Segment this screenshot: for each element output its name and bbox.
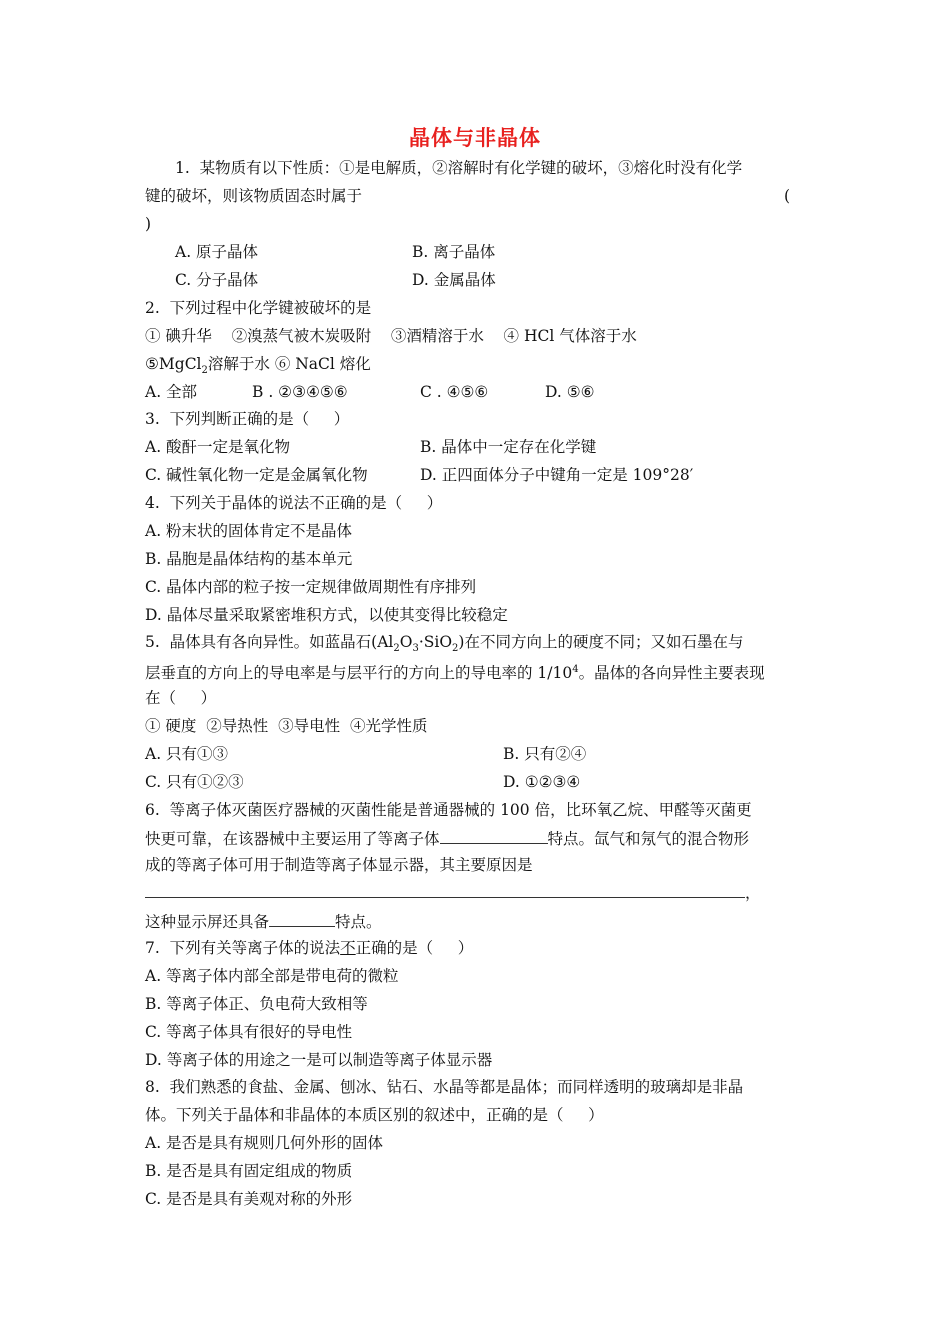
q4-option-d: D. 晶体尽量采取紧密堆积方式，以使其变得比较稳定 — [145, 606, 508, 624]
q5-stem-line3: 在（ ） — [145, 689, 217, 707]
q6-blank-2[interactable] — [145, 882, 745, 898]
q2-option-c: C . ④⑤⑥ — [420, 383, 489, 401]
q1-option-d: D. 金属晶体 — [412, 271, 496, 289]
q5-option-a: A. 只有①③ — [145, 745, 229, 763]
q8-stem-line1: 8. 我们熟悉的食盐、金属、刨冰、钻石、水晶等都是晶体；而同样透明的玻璃却是非晶 — [145, 1078, 744, 1096]
q5-option-b: B. 只有②④ — [503, 745, 587, 763]
q6-stem-line3: 成的等离子体可用于制造等离子体显示器，其主要原因是 — [145, 856, 533, 874]
q6-blank-1[interactable] — [440, 828, 548, 844]
q3-option-c: C. 碱性氧化物一定是金属氧化物 — [145, 466, 368, 484]
q6-stem-line1: 6. 等离子体灭菌医疗器械的灭菌性能是普通器械的 100 倍，比环氧乙烷、甲醛等灭菌更 — [145, 801, 752, 819]
q5-items: ① 硬度 ②导热性 ③导电性 ④光学性质 — [145, 717, 428, 735]
q6-stem-line2: 快更可靠，在该器械中主要运用了等离子体 特点。氙气和氖气的混合物形 — [145, 830, 750, 848]
q8-stem-line2: 体。下列关于晶体和非晶体的本质区别的叙述中，正确的是（ ） — [145, 1106, 604, 1124]
q4-stem: 4. 下列关于晶体的说法不正确的是（ ） — [145, 494, 443, 512]
q1-option-b: B. 离子晶体 — [412, 243, 496, 261]
q5-option-d: D. ①②③④ — [503, 773, 581, 791]
q2-option-b: B . ②③④⑤⑥ — [252, 383, 348, 401]
q7-option-d: D. 等离子体的用途之一是可以制造等离子体显示器 — [145, 1051, 493, 1069]
q3-option-d: D. 正四面体分子中键角一定是 109°28′ — [420, 466, 694, 484]
q7-stem: 7. 下列有关等离子体的说法不正确的是（ ） — [145, 939, 474, 957]
q2-items-line1: ① 碘升华 ②溴蒸气被木炭吸附 ③酒精溶于水 ④ HCl 气体溶于水 — [145, 327, 637, 345]
q5-option-c: C. 只有①②③ — [145, 773, 244, 791]
q2-option-a: A. 全部 — [145, 383, 198, 401]
q3-option-a: A. 酸酐一定是氧化物 — [145, 438, 291, 456]
q1-stem-line2: 键的破坏，则该物质固态时属于 — [145, 187, 363, 205]
q5-stem-line1: 5. 晶体具有各向异性。如蓝晶石$(Al_2O_3\cdot SiO_2)$在不同方向上的硬度不同；又如石墨在与 — [145, 633, 744, 655]
q4-option-c: C. 晶体内部的粒子按一定规律做周期性有序排列 — [145, 578, 477, 596]
page-title: 晶体与非晶体 — [409, 126, 541, 150]
q7-option-b: B. 等离子体正、负电荷大致相等 — [145, 995, 368, 1013]
q3-option-b: B. 晶体中一定存在化学键 — [420, 438, 597, 456]
q1-option-c: C. 分子晶体 — [175, 271, 259, 289]
q6-blank-3[interactable] — [269, 911, 335, 927]
q6-stem-line5: 这种显示屏还具备 特点。 — [145, 913, 382, 931]
q2-stem: 2. 下列过程中化学键被破坏的是 — [145, 299, 372, 317]
q5-stem-line2: 层垂直的方向上的导电率是与层平行的方向上的导电率的 $1/10^4$。晶体的各向异性主要表现 — [145, 664, 765, 683]
q8-option-c: C. 是否是具有美观对称的外形 — [145, 1190, 353, 1208]
q2-items-line2: ⑤MgCl$_2$溶解于水 ⑥ NaCl 熔化 — [145, 355, 371, 377]
q8-option-a: A. 是否是具有规则几何外形的固体 — [145, 1134, 384, 1152]
q4-option-b: B. 晶胞是晶体结构的基本单元 — [145, 550, 353, 568]
q6-answer-line: ， — [145, 882, 761, 903]
q4-option-a: A. 粉末状的固体肯定不是晶体 — [145, 522, 353, 540]
q1-paren-open: ( — [784, 187, 791, 205]
q2-option-d: D. ⑤⑥ — [545, 383, 595, 401]
q1-paren-close: ) — [145, 215, 152, 233]
q1-stem-line1: 1. 某物质有以下性质：①是电解质，②溶解时有化学键的破坏，③熔化时没有化学 — [175, 159, 743, 177]
q8-option-b: B. 是否是具有固定组成的物质 — [145, 1162, 353, 1180]
q7-option-a: A. 等离子体内部全部是带电荷的微粒 — [145, 967, 399, 985]
q3-stem: 3. 下列判断正确的是（ ） — [145, 410, 350, 428]
q7-option-c: C. 等离子体具有很好的导电性 — [145, 1023, 353, 1041]
q1-option-a: A. 原子晶体 — [175, 243, 259, 261]
